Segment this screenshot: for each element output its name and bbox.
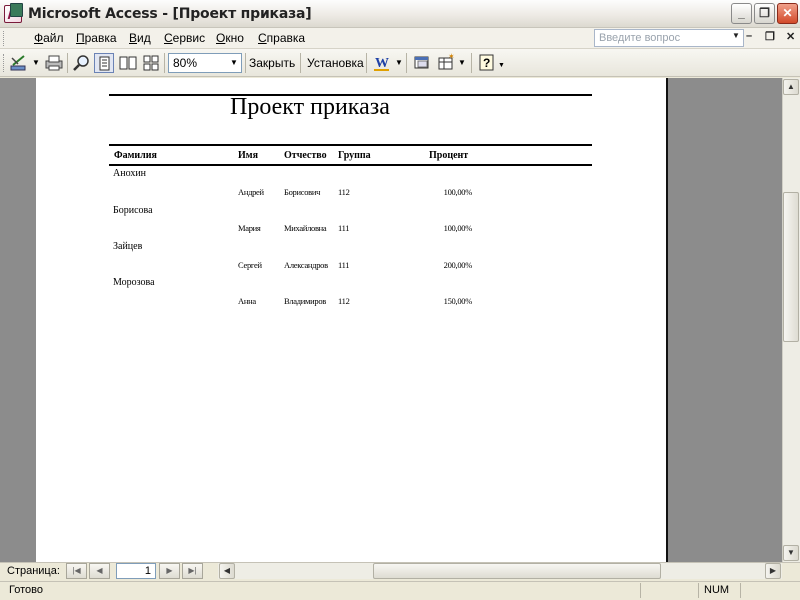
scroll-left-arrow-icon[interactable]: ◀ <box>219 563 235 579</box>
close-preview-button[interactable]: Закрыть <box>249 56 296 70</box>
first-page-icon[interactable]: |◀ <box>66 563 87 579</box>
window-title: Microsoft Access - [Проект приказа] <box>28 6 312 22</box>
record-surname: Анохин <box>113 168 147 179</box>
toolbar-separator <box>245 53 246 73</box>
office-links-dropdown-icon[interactable]: ▼ <box>395 58 403 67</box>
header-top-rule <box>109 144 592 146</box>
record-group: 112 <box>338 296 350 306</box>
menu-window[interactable]: Окно <box>216 31 244 45</box>
minimize-button[interactable]: _ <box>731 3 752 24</box>
svg-text:?: ? <box>483 56 491 70</box>
record-percent: 100,00% <box>443 187 472 197</box>
status-separator <box>740 583 741 598</box>
design-view-dropdown-icon[interactable]: ▼ <box>32 58 40 67</box>
multiple-pages-icon[interactable] <box>141 53 161 73</box>
svg-text:W: W <box>375 56 389 71</box>
toolbar-grip[interactable] <box>3 54 6 72</box>
menu-help[interactable]: Справка <box>258 31 306 45</box>
print-icon[interactable] <box>44 53 64 73</box>
previous-page-icon[interactable]: ◀ <box>89 563 110 579</box>
num-lock-indicator: NUM <box>704 584 730 596</box>
zoom-combo[interactable]: 80% <box>168 53 242 73</box>
office-links-word-icon[interactable] <box>372 53 392 73</box>
toolbar-separator <box>67 53 68 73</box>
record-patronymic: Борисович <box>284 187 321 197</box>
scroll-up-arrow-icon[interactable]: ▲ <box>783 79 799 95</box>
design-view-icon[interactable] <box>9 53 31 73</box>
new-object-icon[interactable] <box>436 53 456 73</box>
page-setup-button[interactable]: Установка <box>307 56 364 70</box>
ask-question-input[interactable]: Введите вопрос <box>594 29 744 47</box>
mdi-restore-button[interactable]: ❐ <box>765 31 775 43</box>
new-object-dropdown-icon[interactable]: ▼ <box>458 58 466 67</box>
record-name: Анна <box>238 296 256 306</box>
status-bar <box>0 581 800 600</box>
menu-tools[interactable]: Сервис <box>164 31 206 45</box>
toolbar-separator <box>300 53 301 73</box>
database-window-icon[interactable] <box>412 53 432 73</box>
record-percent: 150,00% <box>443 296 472 306</box>
record-patronymic: Михайловна <box>284 223 327 233</box>
record-name: Сергей <box>238 260 262 270</box>
record-name: Мария <box>238 223 261 233</box>
last-page-icon[interactable]: ▶| <box>182 563 203 579</box>
status-text: Готово <box>9 584 43 596</box>
record-group: 112 <box>338 187 350 197</box>
page-label: Страница: <box>7 565 60 577</box>
toolbar-separator <box>164 53 165 73</box>
scroll-down-arrow-icon[interactable]: ▼ <box>783 545 799 561</box>
record-surname: Морозова <box>113 277 155 288</box>
mdi-minimize-button[interactable]: – <box>746 30 753 42</box>
zoom-magnifier-icon[interactable] <box>72 53 92 73</box>
status-separator <box>640 583 641 598</box>
record-surname: Борисова <box>113 205 153 216</box>
record-group: 111 <box>338 223 350 233</box>
menu-edit[interactable]: Правка <box>76 31 117 45</box>
record-group: 111 <box>338 260 350 270</box>
menu-view[interactable]: Вид <box>129 31 151 45</box>
record-percent: 200,00% <box>443 260 472 270</box>
column-header-patronymic: Отчество <box>284 150 327 161</box>
page-number-input[interactable]: 1 <box>116 563 156 579</box>
menu-grip[interactable] <box>3 31 6 46</box>
toolbar-options-icon[interactable]: ▼ <box>498 62 505 69</box>
column-header-group: Группа <box>338 150 371 161</box>
toolbar-separator <box>471 53 472 73</box>
header-bottom-rule <box>109 164 592 166</box>
mdi-close-button[interactable]: ✕ <box>786 31 796 43</box>
column-header-name: Имя <box>238 150 258 161</box>
record-surname: Зайцев <box>113 241 143 252</box>
status-separator <box>698 583 699 598</box>
next-page-icon[interactable]: ▶ <box>159 563 180 579</box>
help-icon[interactable] <box>477 53 497 73</box>
restore-button[interactable]: ❐ <box>754 3 775 24</box>
record-patronymic: Владимиров <box>284 296 326 306</box>
record-name: Андрей <box>238 187 264 197</box>
column-header-percent: Процент <box>429 150 469 161</box>
toolbar-separator <box>366 53 367 73</box>
svg-text:✶: ✶ <box>448 53 455 61</box>
vertical-scroll-thumb[interactable] <box>783 192 799 342</box>
column-header-surname: Фамилия <box>114 150 157 161</box>
report-title: Проект приказа <box>230 94 390 120</box>
document-icon[interactable] <box>10 3 23 17</box>
toolbar-separator <box>406 53 407 73</box>
close-window-button[interactable]: ✕ <box>777 3 798 24</box>
one-page-icon[interactable] <box>94 53 114 73</box>
ask-dropdown-icon[interactable]: ▼ <box>732 31 740 40</box>
scroll-right-arrow-icon[interactable]: ▶ <box>765 563 781 579</box>
record-percent: 100,00% <box>443 223 472 233</box>
record-patronymic: Александров <box>284 260 328 270</box>
zoom-dropdown-icon[interactable]: ▼ <box>230 58 238 67</box>
two-pages-icon[interactable] <box>118 53 138 73</box>
menu-file[interactable]: Файл <box>34 31 64 45</box>
horizontal-scroll-thumb[interactable] <box>373 563 661 579</box>
